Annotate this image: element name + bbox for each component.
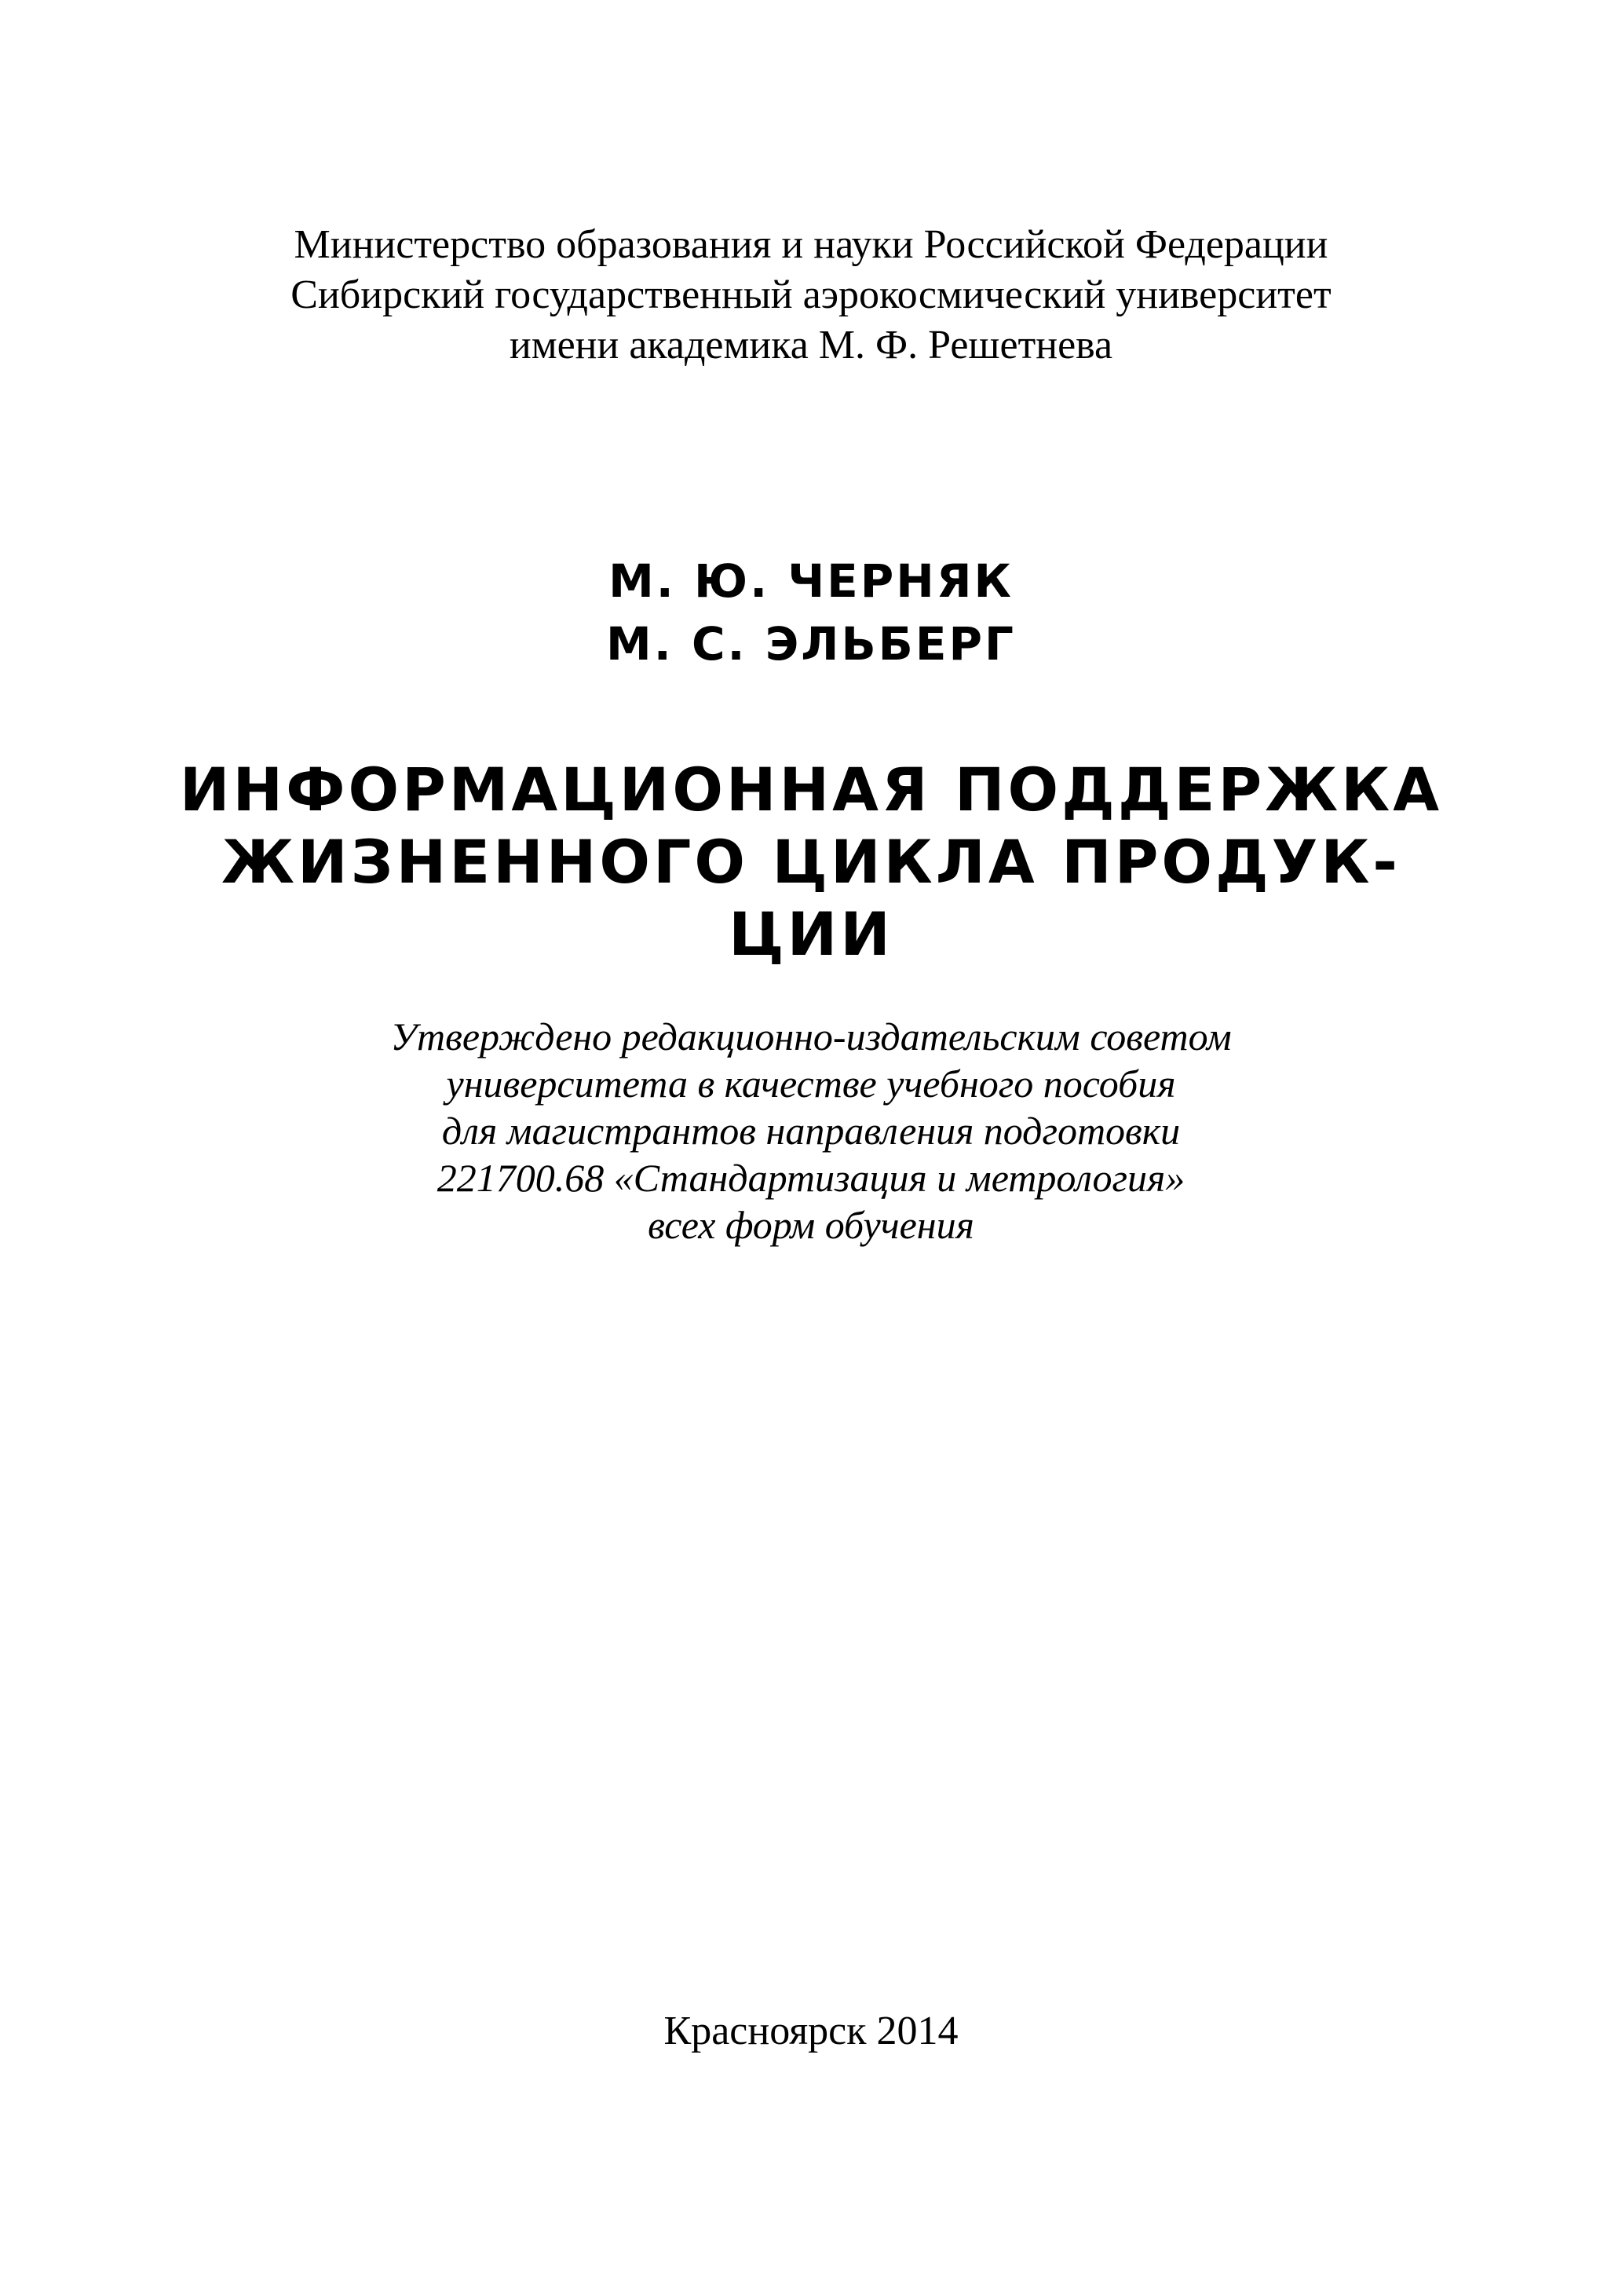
authors: [0, 550, 1622, 675]
institution-header: [0, 220, 1622, 371]
author-name: М. Ю. ЧЕРНЯК: [608, 554, 1014, 608]
approval-line: всех форм обучения: [648, 1203, 974, 1247]
title-line: ЦИИ: [729, 899, 893, 969]
ministry-line: Министерство образования и науки Российской Федерации: [294, 222, 1328, 267]
university-line: Сибирский государственный аэрокосмический университет: [290, 272, 1332, 317]
city-year-text: Красноярск 2014: [663, 2009, 959, 2053]
title-line: ИНФОРМАЦИОННАЯ ПОДДЕРЖКА: [179, 755, 1443, 824]
approval-note: [0, 1013, 1622, 1249]
university-namesake-line: имени академика М. Ф. Решетнева: [509, 323, 1113, 367]
imprint-city-year: [0, 2006, 1622, 2057]
book-title: [0, 754, 1622, 971]
title-line: ЖИЗНЕННОГО ЦИКЛА ПРОДУК-: [221, 827, 1401, 897]
approval-line: Утверждено редакционно-издательским советом: [390, 1015, 1232, 1058]
author-name: М. С. ЭЛЬБЕРГ: [606, 617, 1016, 671]
approval-line: 221700.68 «Стандартизация и метрология»: [437, 1156, 1185, 1200]
approval-line: для магистрантов направления подготовки: [441, 1109, 1181, 1153]
approval-line: университета в качестве учебного пособия: [446, 1062, 1176, 1106]
